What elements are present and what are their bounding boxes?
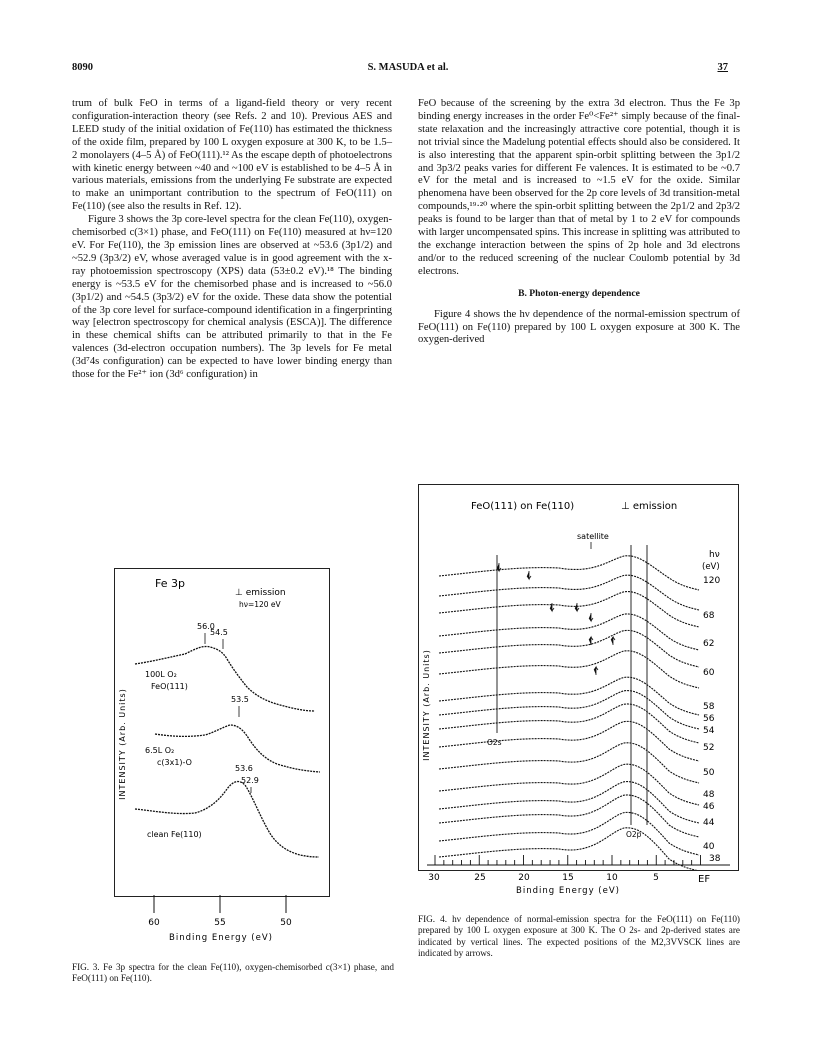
fig4-title: FeO(111) on Fe(110) (471, 501, 575, 512)
volume-number: 37 (717, 62, 728, 73)
fig4-y-axis-label: INTENSITY (Arb. Units) (422, 649, 431, 761)
fig4-xtick-30: 30 (428, 873, 440, 883)
fig4-o2s-label: O2s (487, 738, 502, 747)
fig4-hv-46: 46 (703, 802, 715, 812)
fig4-hv-56: 56 (703, 714, 715, 724)
fig4-hv-120: 120 (703, 576, 721, 586)
fig4-spectra (439, 556, 699, 870)
fig3-emission-label: ⊥ emission (235, 588, 286, 598)
fig4-hv-header: hν (709, 550, 720, 560)
fig3-title: Fe 3p (155, 577, 185, 590)
fig3-peak-545: 54.5 (210, 628, 228, 637)
fig3-label-65L: 6.5L O₂ (145, 746, 175, 755)
fig4-hv-58: 58 (703, 702, 715, 712)
section-heading: B. Photon-energy dependence (518, 287, 640, 299)
fig4-hv-62: 62 (703, 639, 715, 649)
fig3-hv-label: hν=120 eV (239, 600, 281, 609)
fig3-xtick-60: 60 (148, 918, 160, 928)
fig4-xtick-10: 10 (606, 873, 618, 883)
fig4-hv-50: 50 (703, 768, 715, 778)
fig4-hv-60: 60 (703, 668, 715, 678)
left-paragraph-1: trum of bulk FeO in terms of a ligand-field theory or very recent configuration-interaction theory (see Refs. 2 and 10). Previous AES and LEED study of the initial oxidation of Fe(110) has estimated the thickness of the oxide film, prepared by 100 L oxygen exposure at 300 K, to be 1.5–2 monolayers (4–5 Å) of FeO(111).¹² As the escape depth of photoelectrons with kinetic energy between ~40 and ~100 eV is established to be 4–5 Å in various materials, emissions from the underlying Fe substrate are expected to make an unimportant contribution to the spectrum of FeO(111) on Fe(110) (see also the results in Ref. 12). (72, 98, 392, 213)
fig4-spectrum-curve (439, 630, 699, 667)
fig3-label-100L: 100L O₂ (145, 670, 177, 679)
fig4-spectrum-curve (439, 743, 699, 783)
fig4-spectrum-curve (439, 614, 699, 650)
fig4-spectrum-curve (439, 592, 699, 627)
fig3-peak-529: 52.9 (241, 776, 259, 785)
fig4-hv-38: 38 (709, 854, 721, 864)
fig3-label-c3x1: c(3x1)-O (157, 758, 192, 767)
fig4-o2p-label: O2p (626, 830, 642, 839)
fig3-xtick-50: 50 (280, 918, 292, 928)
right-paragraph-2: Figure 4 shows the hν dependence of the normal-emission spectrum of FeO(111) on Fe(110) prepared by 100 L oxygen exposure at 300 K. The oxygen-derived (418, 308, 740, 346)
right-column (418, 98, 740, 347)
fig4-hv-48: 48 (703, 790, 715, 800)
fig3-peak-56: 56.0 (197, 622, 215, 631)
fig4-xtick-25: 25 (474, 873, 486, 883)
fig4-spectrum-curve (439, 575, 699, 610)
right-paragraph-1: FeO because of the screening by the extra 3d electron. Thus the Fe 3p binding energy increases in the order Fe⁰<Fe²⁺ simply because of the final-state relaxation and the increasingly attractive core potential, though it is not trivial since the Madelung potential effects should also be considered. It is also interesting that the apparent spin-orbit splitting between the 3p1/2 and 3p3/2 peaks varies for different Fe valences. It is estimated to be ~0.7 eV for the metal and is increased to ~1.5 eV for the oxide. Similar phenomena have been observed for the 2p core levels of 3d transition-metal compounds,¹⁹·²⁰ where the spin-orbit splitting between the 2p1/2 and 2p3/2 peaks is found to be larger than that of metal by 1 to 2 eV for compounds with larger uncompensated spins. This increase in splitting was attributed to the exchange interaction between the spins of 2p hole and 3d electrons and/or to the reduced screening of the nuclear Coulomb potential by 3d electrons. (418, 98, 740, 277)
running-title: S. MASUDA et al. (367, 62, 449, 73)
fig4-xtick-15: 15 (562, 873, 574, 883)
fig4-hv-68: 68 (703, 611, 715, 621)
fig4-unit-header: (eV) (702, 562, 720, 572)
fig4-x-ticks (435, 855, 701, 865)
fig3-x-axis-label: Binding Energy (eV) (169, 933, 273, 943)
fig3-curve-clean-fe (135, 782, 319, 857)
figure-3-x-axis (114, 895, 328, 955)
fig4-xtick-5: 5 (653, 873, 659, 883)
fig4-spectrum-curve (439, 704, 699, 743)
fig3-label-feo111: FeO(111) (151, 682, 188, 691)
fig4-hv-40: 40 (703, 842, 715, 852)
fig3-xtick-55: 55 (214, 918, 226, 928)
fig4-hv-54: 54 (703, 726, 715, 736)
figure-4-x-axis (418, 869, 740, 909)
figure-3-caption: FIG. 3. Fe 3p spectra for the clean Fe(110), oxygen-chemisorbed c(3×1) phase, and FeO(111) on Fe(110). (72, 962, 394, 984)
fig4-hv-52: 52 (703, 743, 715, 753)
figure-3 (114, 568, 330, 897)
fig4-arrows (497, 563, 615, 675)
fig3-label-clean: clean Fe(110) (147, 830, 202, 839)
fig4-hv-labels (703, 576, 721, 864)
fig4-ef-label: EF (698, 874, 711, 885)
fig4-xtick-20: 20 (518, 873, 530, 883)
figure-4-plot (419, 485, 738, 870)
fig4-hv-44: 44 (703, 818, 715, 828)
figure-3-plot (115, 569, 329, 896)
fig4-spectrum-curve (439, 651, 699, 688)
fig4-spectrum-curve (439, 556, 699, 590)
fig3-y-axis-label: INTENSITY (Arb. Units) (118, 688, 127, 800)
fig4-satellite-label: satellite (577, 532, 609, 541)
fig4-emission-label: ⊥ emission (621, 501, 678, 512)
figure-4-caption: FIG. 4. hν dependence of normal-emission spectra for the FeO(111) on Fe(110) prepared by 100 L oxygen exposure at 300 K. The O 2s- and 2p-derived states are indicated by vertical lines. The expected positions of the M2,3VVSCK lines are indicated by arrows. (418, 914, 740, 959)
figure-4 (418, 484, 739, 871)
fig4-spectrum-curve (439, 764, 699, 805)
left-column (72, 98, 392, 382)
left-paragraph-2: Figure 3 shows the 3p core-level spectra for the clean Fe(110), oxygen-chemisorbed c(3×1) phase, and FeO(111) on Fe(110) measured at hν=120 eV. For Fe(110), the 3p emission lines are observed at ~53.6 (3p1/2) and ~52.9 (3p3/2) eV, whose averaged value is in good agreement with the x-ray photoemission spectroscopy (XPS) data (53±0.2 eV).¹⁸ The binding energy is ~53.5 eV for the chemisorbed phase and is increased to ~56.0 (3p1/2) and ~54.5 (3p3/2) eV for the oxide. These data show the potential of the 3p core level for surface-compound identification in a fingerprinting way [electron spectroscopy for chemical analysis (ESCA)]. The difference in these chemical shifts can be attributed primarily to that in the Fe valences (3d-electron occupation numbers). The 3p levels for Fe metal (3d⁷4s configuration) can be expected to have lower binding energy than those for the Fe²⁺ ion (3d⁶ configuration) in (72, 214, 392, 381)
fig4-spectrum-curve (439, 721, 699, 761)
fig4-x-axis-label: Binding Energy (eV) (516, 886, 620, 896)
fig4-spectrum-curve (439, 782, 699, 823)
fig3-peak-535: 53.5 (231, 695, 249, 704)
page-number: 8090 (72, 62, 93, 73)
fig3-peak-536: 53.6 (235, 764, 253, 773)
